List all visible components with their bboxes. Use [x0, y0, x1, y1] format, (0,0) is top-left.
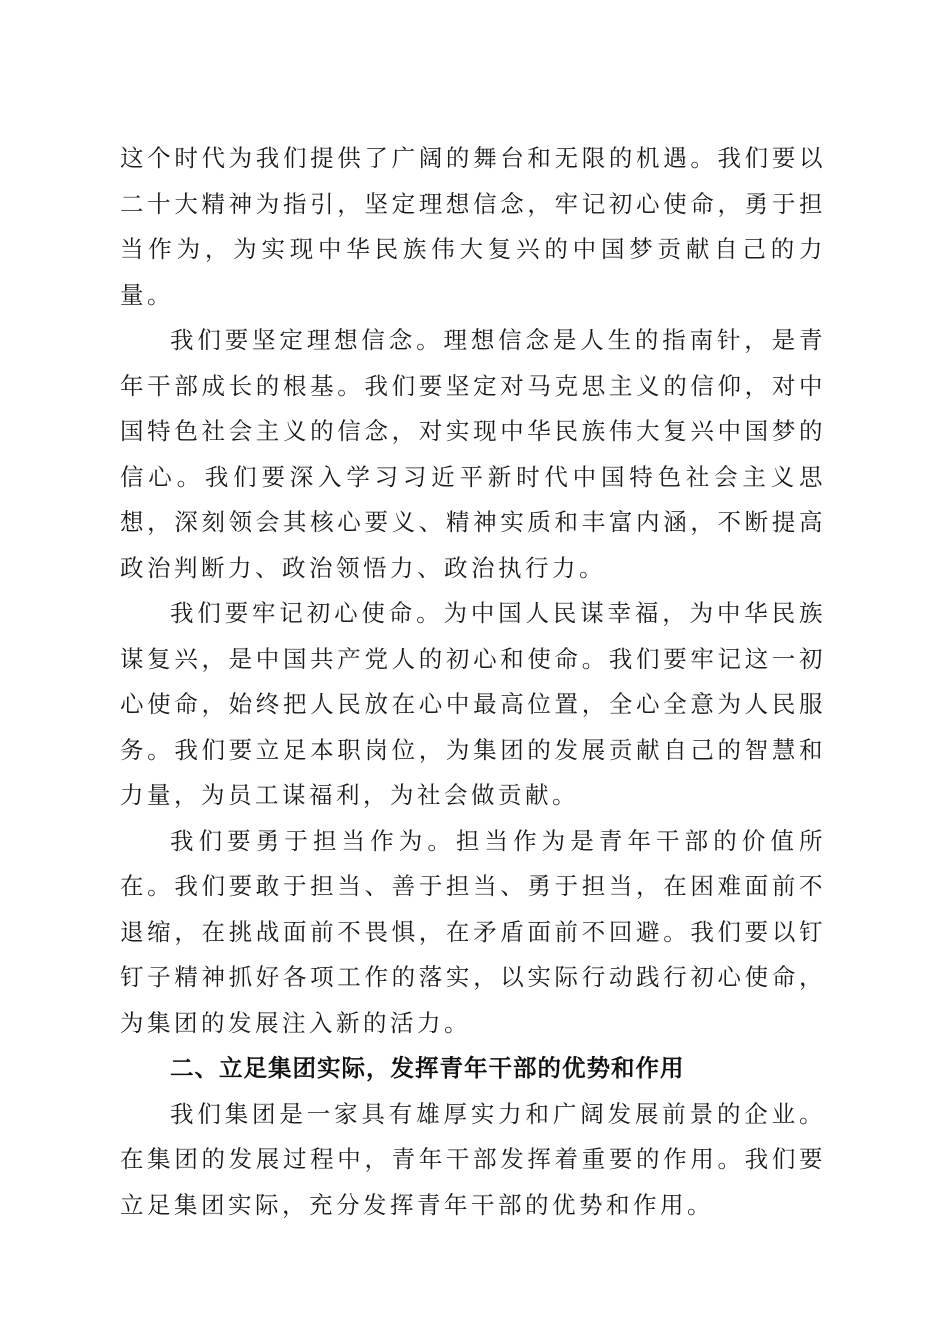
paragraph-responsibility: 我们要勇于担当作为。担当作为是青年干部的价值所在。我们要敢于担当、善于担当、勇于担当，在困难面前不退缩，在挑战面前不畏惧，在矛盾面前不回避。我们要以钉钉子精神抓好各项工作的落实，以实际行动践行初心使命，为集团的发展注入新的活力。 [120, 826, 826, 1037]
document-body [120, 136, 826, 1228]
section-heading: 二、立足集团实际，发挥青年干部的优势和作用 [170, 1054, 685, 1082]
paragraph-continuation: 这个时代为我们提供了广阔的舞台和无限的机遇。我们要以二十大精神为指引，坚定理想信念，牢记初心使命，勇于担当作为，为实现中华民族伟大复兴的中国梦贡献自己的力量。 [120, 144, 826, 309]
paragraph-original-mission: 我们要牢记初心使命。为中国人民谋幸福，为中华民族谋复兴，是中国共产党人的初心和使命。我们要牢记这一初心使命，始终把人民放在心中最高位置，全心全意为人民服务。我们要立足本职岗位，为集团的发展贡献自己的智慧和力量，为员工谋福利，为社会做贡献。 [120, 599, 826, 809]
paragraph-group-reality: 我们集团是一家具有雄厚实力和广阔发展前景的企业。在集团的发展过程中，青年干部发挥着重要的作用。我们要立足集团实际，充分发挥青年干部的优势和作用。 [120, 1099, 826, 1219]
paragraph-ideals-beliefs: 我们要坚定理想信念。理想信念是人生的指南针，是青年干部成长的根基。我们要坚定对马克思主义的信仰，对中国特色社会主义的信念，对实现中华民族伟大复兴中国梦的信心。我们要深入学习习近平新时代中国特色社会主义思想，深刻领会其核心要义、精神实质和丰富内涵，不断提高政治判断力、政治领悟力、政治执行力。 [120, 326, 826, 582]
